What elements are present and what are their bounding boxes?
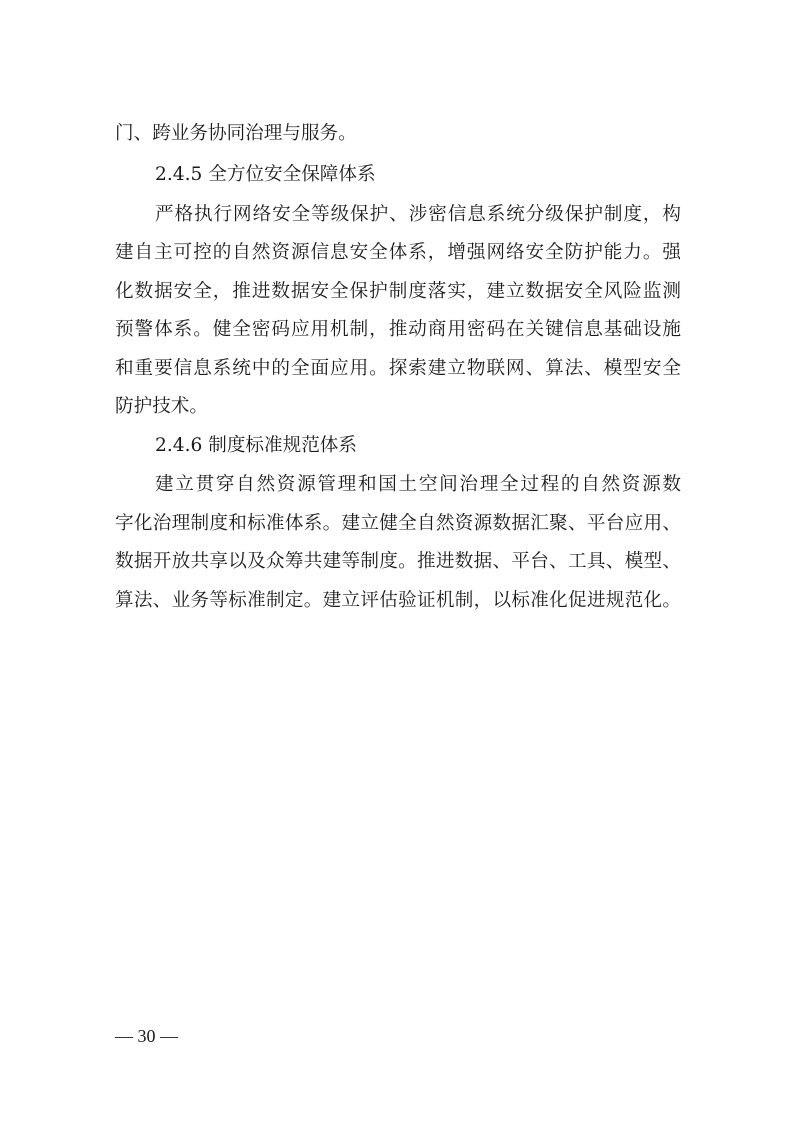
paragraph-line: 数据开放共享以及众筹共建等制度。推进数据、平台、工具、模型、 [115,551,681,572]
paragraph-line: 算法、业务等标准制定。建立评估验证机制，以标准化促进规范化。 [115,590,681,611]
paragraph-line: 严格执行网络安全等级保护、涉密信息系统分级保护制度，构 [155,204,681,225]
paragraph-line: 化数据安全，推进数据安全保护制度落实，建立数据安全风险监测 [115,281,681,302]
paragraph-line: 和重要信息系统中的全面应用。探索建立物联网、算法、模型安全 [115,358,681,379]
paragraph-line: 防护技术。 [115,396,208,417]
paragraph-line: 建立贯穿自然资源管理和国土空间治理全过程的自然资源数 [155,474,681,495]
paragraph-line: 预警体系。健全密码应用机制，推动商用密码在关键信息基础设施 [115,319,681,340]
section-heading-2-4-5: 2.4.5 全方位安全保障体系 [155,164,376,185]
section-heading-2-4-6: 2.4.6 制度标准规范体系 [155,435,357,456]
paragraph-line: 字化治理制度和标准体系。建立健全自然资源数据汇聚、平台应用、 [115,513,681,534]
paragraph-line: 门、跨业务协同治理与服务。 [115,123,357,144]
page-number: — 30 — [115,1026,178,1046]
paragraph-line: 建自主可控的自然资源信息安全体系，增强网络安全防护能力。强 [115,242,681,263]
